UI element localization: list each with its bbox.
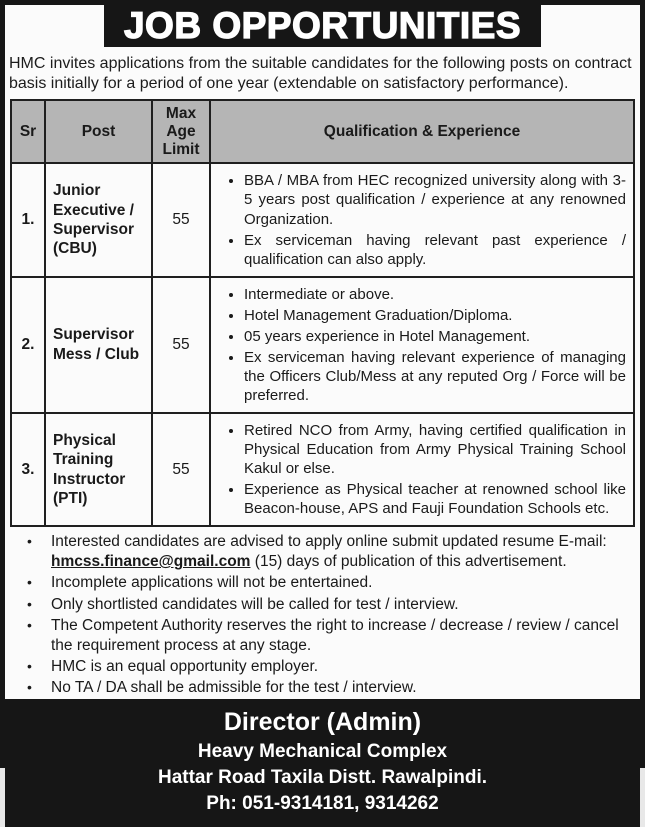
note-item: • Incomplete applications will not be entertained. bbox=[51, 573, 634, 593]
table-row bbox=[11, 163, 634, 276]
notes-list bbox=[5, 527, 640, 699]
header-max-age-limit: Max Age Limit bbox=[152, 100, 210, 163]
row2-age: 55 bbox=[152, 277, 210, 413]
header-post: Post bbox=[45, 100, 152, 163]
qualification-bullet: • Ex serviceman having relevant experience of managing the Officers Club/Mess at any reputed Org / Force will be preferred. bbox=[244, 348, 626, 405]
note-apply-instructions bbox=[51, 532, 634, 572]
qualification-bullet: • Intermediate or above. bbox=[244, 285, 626, 304]
header-sr: Sr bbox=[11, 100, 45, 163]
qualification-bullet: • Retired NCO from Army, having certified qualification in Physical Education from Army Physical Training School Kakul or else. bbox=[244, 421, 626, 478]
footer-phone: Ph: 051-9314181, 9314262 bbox=[206, 793, 439, 814]
note-item: • The Competent Authority reserves the right to increase / decrease / review / cancel the requirement process at any stage. bbox=[51, 616, 634, 656]
page-title: JOB OPPORTUNITIES bbox=[123, 5, 522, 46]
qualification-bullet: • 05 years experience in Hotel Management. bbox=[244, 327, 626, 346]
qualification-bullet: • Experience as Physical teacher at renowned school like Beacon-house, APS and Fauji Foundation Schools etc. bbox=[244, 480, 626, 518]
note-item: • No TA / DA shall be admissible for the test / interview. bbox=[51, 678, 634, 698]
footer-director-title: Director (Admin) bbox=[223, 708, 422, 737]
row3-post: Physical Training Instructor (PTI) bbox=[45, 413, 152, 526]
row1-age: 55 bbox=[152, 163, 210, 276]
row2-qualification bbox=[210, 277, 634, 413]
row1-sr: 1. bbox=[11, 163, 45, 276]
row1-post: Junior Executive / Supervisor (CBU) bbox=[45, 163, 152, 276]
row2-post: Supervisor Mess / Club bbox=[45, 277, 152, 413]
qualification-bullet: • Ex serviceman having relevant past experience / qualification can also apply. bbox=[244, 231, 626, 269]
table-header-row bbox=[11, 100, 634, 163]
footer-block bbox=[5, 699, 640, 827]
qualification-bullet: • Hotel Management Graduation/Diploma. bbox=[244, 306, 626, 325]
row3-age: 55 bbox=[152, 413, 210, 526]
table-row bbox=[11, 277, 634, 413]
note-apply-prefix: Interested candidates are advised to apply online submit updated resume E-mail: bbox=[51, 533, 607, 551]
email-link[interactable]: hmcss.finance@gmail.com bbox=[51, 553, 251, 571]
note-item: • HMC is an equal opportunity employer. bbox=[51, 657, 634, 677]
intro-paragraph: HMC invites applications from the suitable candidates for the following posts on contract basis initially for a period of one year (extendable on satisfactory performance). bbox=[9, 55, 632, 92]
jobs-table bbox=[10, 99, 635, 527]
row3-sr: 3. bbox=[11, 413, 45, 526]
footer-organization: Heavy Mechanical Complex bbox=[197, 740, 448, 762]
row2-sr: 2. bbox=[11, 277, 45, 413]
note-apply-suffix: (15) days of publication of this advertisement. bbox=[254, 553, 567, 571]
row3-qualification bbox=[210, 413, 634, 526]
title-banner bbox=[104, 5, 541, 47]
header-qualification-experience: Qualification & Experience bbox=[210, 100, 634, 163]
note-item: • Only shortlisted candidates will be called for test / interview. bbox=[51, 595, 634, 615]
row1-qualification bbox=[210, 163, 634, 276]
qualification-bullet: • BBA / MBA from HEC recognized university along with 3-5 years post qualification / experience at any renowned Organization. bbox=[244, 171, 626, 228]
table-row bbox=[11, 413, 634, 526]
footer-address: Hattar Road Taxila Distt. Rawalpindi. bbox=[157, 766, 488, 788]
